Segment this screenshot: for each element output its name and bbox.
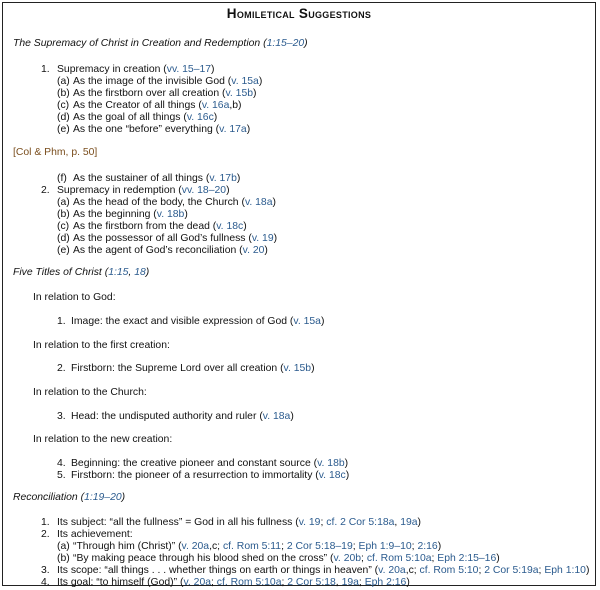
scripture-link[interactable]: v. 20a	[183, 577, 212, 588]
section-heading-five-titles: Five Titles of Christ (1:15, 18)	[13, 267, 150, 278]
outline-item: 3. Its scope: “all things . . . whether things on earth or things in heaven” (v. 20a,c; cf. Rom 5:10; 2 Cor 5:19a; Eph 1:10)	[41, 565, 590, 576]
group-label: In relation to the Church:	[33, 387, 147, 398]
outline-item: 2. Supremacy in redemption (vv. 18–20)	[41, 185, 230, 196]
scripture-link[interactable]: v. 17a	[219, 124, 247, 135]
scripture-link[interactable]: 2 Cor 5:19a	[484, 565, 539, 576]
scripture-link[interactable]: Eph 2:16	[364, 577, 407, 588]
scripture-link[interactable]: cf. Rom 5:10	[419, 565, 479, 576]
scripture-link[interactable]: 1:19–20	[84, 492, 122, 503]
scripture-link[interactable]: v. 20a	[181, 541, 210, 552]
outline-subitem: (e) As the one “before” everything (v. 17a)	[57, 124, 251, 135]
scripture-link[interactable]: v. 18a	[262, 411, 291, 422]
scripture-link[interactable]: v. 16c	[186, 112, 214, 123]
title-item: 1. Image: the exact and visible expression of God (v. 15a)	[57, 316, 325, 327]
outline-subitem: (f) As the sustainer of all things (v. 17b)	[57, 173, 241, 184]
outline-subitem: (a) “Through him (Christ)” (v. 20a,c; cf. Rom 5:11; 2 Cor 5:18–19; Eph 1:9–10; 2:16)	[57, 541, 442, 552]
outline-subitem: (a) As the head of the body, the Church (v. 18a)	[57, 197, 276, 208]
outline-subitem: (b) “By making peace through his blood shed on the cross” (v. 20b; cf. Rom 5:10a; Eph 2:15–16)	[57, 553, 500, 564]
scripture-link[interactable]: v. 18a	[244, 197, 273, 208]
scripture-link[interactable]: 2 Cor 5:18–19	[286, 541, 353, 552]
title-text: Homiletical Suggestions	[226, 6, 372, 21]
scripture-link[interactable]: v. 20b	[333, 553, 362, 564]
scripture-link[interactable]: v. 16a	[201, 100, 230, 111]
outline-item: 4. Its goal: “to himself (God)” (v. 20a; cf. Rom 5:10a; 2 Cor 5:18, 19a; Eph 2:16)	[41, 577, 410, 588]
group-label: In relation to the first creation:	[33, 340, 170, 351]
outline-subitem: (c) As the firstborn from the dead (v. 18c)	[57, 221, 247, 232]
scripture-link[interactable]: v. 18b	[317, 458, 345, 469]
page-reference: [Col & Phm, p. 50]	[13, 147, 98, 158]
scripture-link[interactable]: v. 20	[242, 245, 265, 256]
outline-item: 2. Its achievement:	[41, 529, 133, 540]
scripture-link[interactable]: 2 Cor 5:18	[287, 577, 336, 588]
scripture-link[interactable]: v. 15a	[231, 76, 259, 87]
scripture-link[interactable]: v. 15b	[283, 363, 312, 374]
outline-subitem: (d) As the possessor of all God’s fullness (v. 19)	[57, 233, 278, 244]
scripture-link[interactable]: v. 18b	[156, 209, 185, 220]
title-item: 5. Firstborn: the pioneer of a resurrection to immortality (v. 18c)	[57, 470, 350, 481]
scripture-link[interactable]: 19a	[400, 517, 418, 528]
scripture-link[interactable]: vv. 18–20	[181, 185, 227, 196]
outline-subitem: (c) As the Creator of all things (v. 16a,b)	[57, 100, 242, 111]
scripture-link[interactable]: Eph 1:10	[544, 565, 586, 576]
page-title	[3, 8, 595, 20]
group-label: In relation to the new creation:	[33, 434, 173, 445]
scripture-link[interactable]: v. 18c	[216, 221, 244, 232]
scripture-link[interactable]: cf. Rom 5:11	[222, 541, 282, 552]
outline-subitem: (a) As the image of the invisible God (v. 15a)	[57, 76, 263, 87]
scripture-link[interactable]: cf. Rom 5:10a	[216, 577, 282, 588]
scripture-link[interactable]: v. 17b	[209, 173, 237, 184]
section-heading-reconciliation: Reconciliation (1:19–20)	[13, 492, 126, 503]
scripture-link[interactable]: 18	[134, 267, 146, 278]
outline-item: 1. Supremacy in creation (vv. 15–17)	[41, 64, 215, 75]
scripture-link[interactable]: 19a	[341, 577, 359, 588]
scripture-link[interactable]: vv. 15–17	[166, 64, 212, 75]
scripture-link[interactable]: cf. Rom 5:10a	[366, 553, 432, 564]
scripture-link[interactable]: Eph 2:15–16	[437, 553, 497, 564]
title-item: 3. Head: the undisputed authority and ruler (v. 18a)	[57, 411, 294, 422]
outline-subitem: (b) As the firstborn over all creation (v. 15b)	[57, 88, 257, 99]
group-label: In relation to God:	[33, 292, 116, 303]
scripture-link[interactable]: v. 18c	[318, 470, 346, 481]
scripture-link[interactable]: v. 19	[298, 517, 321, 528]
outline-item: 1. Its subject: “all the fullness” = God in all his fullness (v. 19; cf. 2 Cor 5:18a, 19a)	[41, 517, 421, 528]
scripture-link[interactable]: v. 19	[251, 233, 274, 244]
scripture-link[interactable]: v. 20a	[378, 565, 406, 576]
document-frame	[2, 2, 596, 586]
title-item: 4. Beginning: the creative pioneer and constant source (v. 18b)	[57, 458, 349, 469]
outline-subitem: (e) As the agent of God’s reconciliation (v. 20)	[57, 245, 268, 256]
scripture-link[interactable]: cf. 2 Cor 5:18a	[326, 517, 395, 528]
outline-subitem: (b) As the beginning (v. 18b)	[57, 209, 188, 220]
scripture-link[interactable]: v. 15b	[225, 88, 254, 99]
section-heading-supremacy: The Supremacy of Christ in Creation and Redemption (1:15–20)	[13, 38, 308, 49]
scripture-link[interactable]: Eph 1:9–10	[358, 541, 412, 552]
outline-subitem: (d) As the goal of all things (v. 16c)	[57, 112, 218, 123]
scripture-link[interactable]: 1:15–20	[266, 38, 305, 49]
scripture-link[interactable]: 1:15	[108, 267, 129, 278]
title-item: 2. Firstborn: the Supreme Lord over all creation (v. 15b)	[57, 363, 315, 374]
scripture-link[interactable]: 2:16	[417, 541, 438, 552]
scripture-link[interactable]: v. 15a	[293, 316, 321, 327]
